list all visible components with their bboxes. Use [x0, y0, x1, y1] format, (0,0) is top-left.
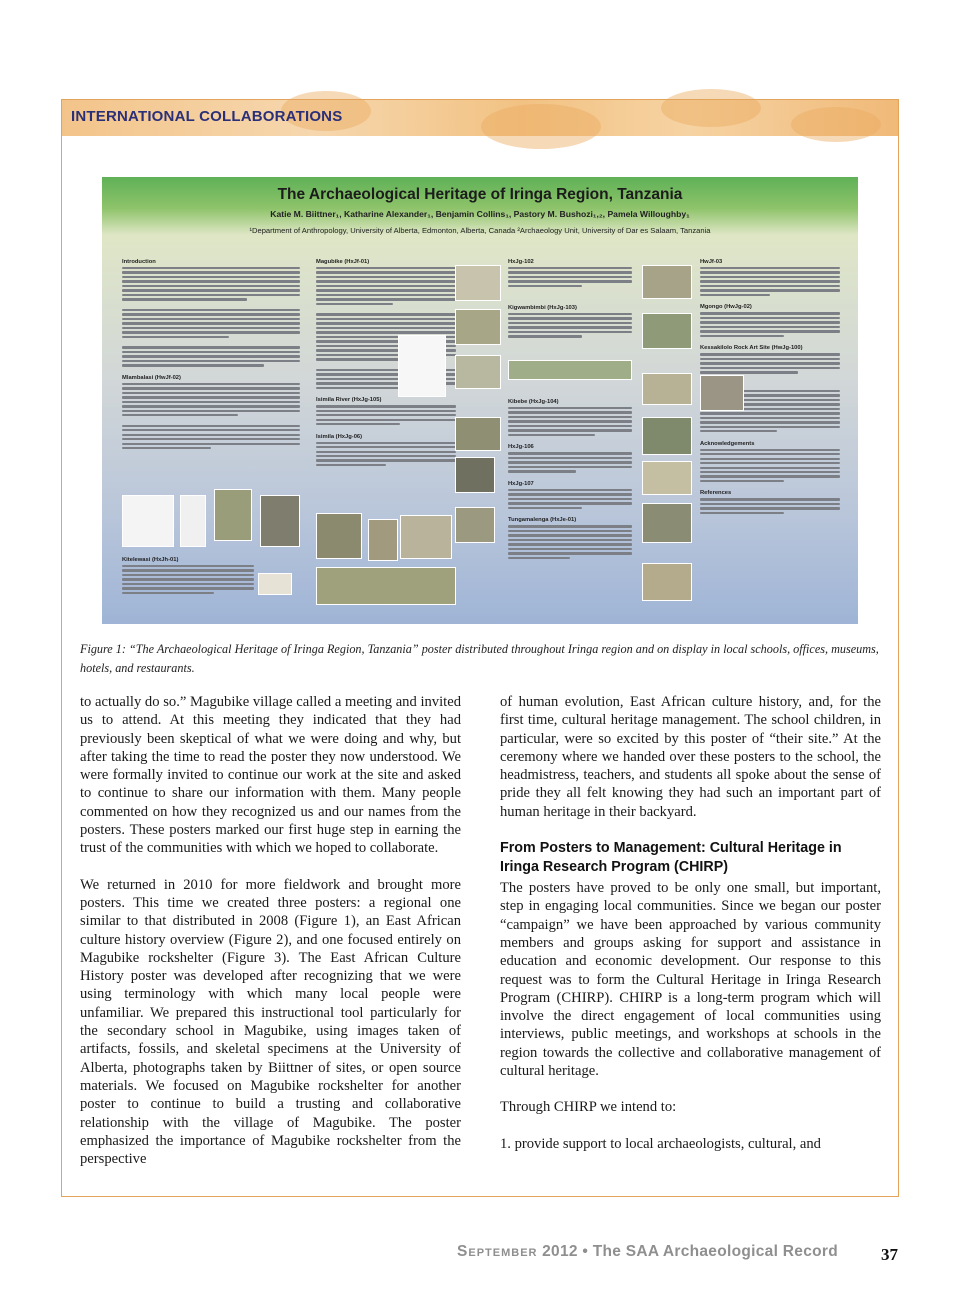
poster-heading: Magubike (HxJf-01) [316, 259, 370, 265]
poster-heading: Mgongo (HwJg-02) [700, 304, 752, 311]
running-footer [457, 1243, 838, 1261]
poster-figure [102, 177, 858, 624]
poster-heading: HxJg-106 [508, 444, 534, 451]
paragraph: Through CHIRP we intend to: [500, 1099, 677, 1116]
poster-heading: Kigwambimbi (HxJg-103) [508, 305, 577, 311]
paragraph: to actually do so.” Magubike village called a meeting and invited us to attend. At this meeting they indicated that they had previously been skeptical of what we were doing and why, but after taking the time to read the poster they now understood. We were formally invited to continue our work at the site and asked to continue to share our information with them. Many people commented on how they recognized us and our names from the posters. These posters marked our first huge step in earning the trust of the communities with which we hoped to collaborate. [80, 694, 461, 857]
poster-photo [455, 309, 501, 345]
poster-affiliations: ¹Department of Anthropology, University of Alberta, Edmonton, Alberta, Canada ²Archaeology Unit, University of Dar es Salaam, Tanzania [249, 226, 711, 235]
poster-heading: Isimila River (HxJg-105) [316, 397, 382, 404]
poster-column-3b [508, 305, 632, 340]
poster-heading: Tungamalenga (HxJe-01) [508, 517, 577, 524]
poster-heading: Isimila (HxJg-06) [316, 433, 363, 440]
list-item: 1. provide support to local archaeologists, cultural, and [500, 1135, 821, 1152]
poster-column-3c [508, 399, 632, 561]
poster-photo [368, 519, 398, 561]
poster-heading: HwJf-03 [700, 259, 723, 265]
footer-month: September [457, 1243, 538, 1260]
poster-photo [700, 375, 744, 411]
poster-column-3 [508, 259, 632, 289]
poster-table-image [398, 335, 446, 397]
poster-photo [400, 515, 452, 559]
poster-heading: HxJg-102 [508, 259, 534, 265]
figure-caption: Figure 1: “The Archaeological Heritage of Iringa Region, Tanzania” poster distributed throughout Iringa region and on display in local schools, offices, museums, hotels, and restaurants. [80, 642, 879, 675]
poster-heading: Introduction [122, 259, 156, 265]
right-column [500, 693, 881, 1171]
poster-heading: Mlambalasi (HwJf-02) [122, 374, 181, 381]
page-number: 37 [881, 1245, 898, 1264]
section-title: INTERNATIONAL COLLABORATIONS [71, 108, 343, 125]
poster-chart-image [122, 495, 174, 547]
poster-heading: Kessakilolo Rock Art Site (HwJg-100) [700, 345, 803, 352]
poster-photo [455, 457, 495, 493]
poster-chart-image [180, 495, 206, 547]
poster-photo [642, 417, 692, 455]
poster-photo [316, 513, 362, 559]
poster-heading: Acknowledgements [700, 440, 755, 447]
poster-authors: Katie M. Biittner₁, Katharine Alexander₁, Benjamin Collins₁, Pastory M. Bushozi₁,₂, Pamela Willoughby₁ [270, 209, 690, 219]
paragraph: We returned in 2010 for more fieldwork and brought more posters. This time we created three posters: a regional one similar to that distributed in 2008 (Figure 1), an East African culture history overview (Figure 2), and one focused entirely on Magubike rockshelter (Figure 3). The East African Culture History poster was developed after recognizing that we were using terminology with which many local people were unfamiliar. We prepared this instructional tool particularly for the secondary school in Magubike, using images taken of artifacts, fossils, and skeletal specimens at the University of Alberta, photographs taken by Biittner of sites, or open source materials. We focused on Magubike rockshelter for another poster to continue to build a trusting and collaborative relationship with the village of Magubike. The poster emphasized the importance of Magubike rockshelter from the perspective [80, 876, 461, 1168]
poster-heading: Kibebe (HxJg-104) [508, 399, 559, 405]
poster-column-1 [122, 259, 300, 451]
paragraph: of human evolution, East African culture history, and, for the first time, cultural heritage management. The school children, in particular, were so excited by this poster of “their site.” At the ceremony where we handed over these posters to the school, the headmistress, teachers, and students all spoke about the sense of pride they all felt knowing they had such an important part of human heritage in their backyard. [500, 694, 881, 820]
poster-photo [642, 503, 692, 543]
poster-photo [642, 461, 692, 495]
poster-photo [455, 507, 495, 543]
poster-photo [642, 313, 692, 349]
paragraph: The posters have proved to be only one small, but important, step in engaging local communities. Since we began our poster “campaign” we have been approached by various community members and groups asking for support and assistance in education and economic development. Our response to this request was to form the Cultural Heritage in Iringa Research Program (CHIRP). CHIRP is a long-term program which will involve the direct engagement of local communities using interviews, public meetings, and workshops at schools in the region towards the collective and collaborative management of cultural heritage. [500, 880, 881, 1080]
poster-column-1b [122, 557, 254, 596]
poster-title: The Archaeological Heritage of Iringa Region, Tanzania [277, 186, 683, 203]
poster-photo [508, 360, 632, 380]
poster-heading: References [700, 490, 732, 497]
section-heading: From Posters to Management: Cultural Heritage in Iringa Research Program (CHIRP) [500, 840, 842, 875]
footer-publication: 2012 • The SAA Archaeological Record [537, 1243, 838, 1260]
left-column [80, 693, 461, 1186]
poster-photo [455, 355, 501, 389]
poster-photo [260, 495, 300, 547]
poster-photo [316, 567, 456, 605]
poster-heading: HxJg-107 [508, 480, 534, 487]
poster-photo [642, 265, 692, 299]
poster-photo [455, 417, 501, 451]
poster-heading: Kitelewasi (HxJh-01) [122, 557, 179, 563]
poster-photo [455, 265, 501, 301]
poster-photo [642, 563, 692, 601]
poster-photo [214, 489, 252, 541]
poster-photo [258, 573, 292, 595]
poster-photo [642, 373, 692, 405]
